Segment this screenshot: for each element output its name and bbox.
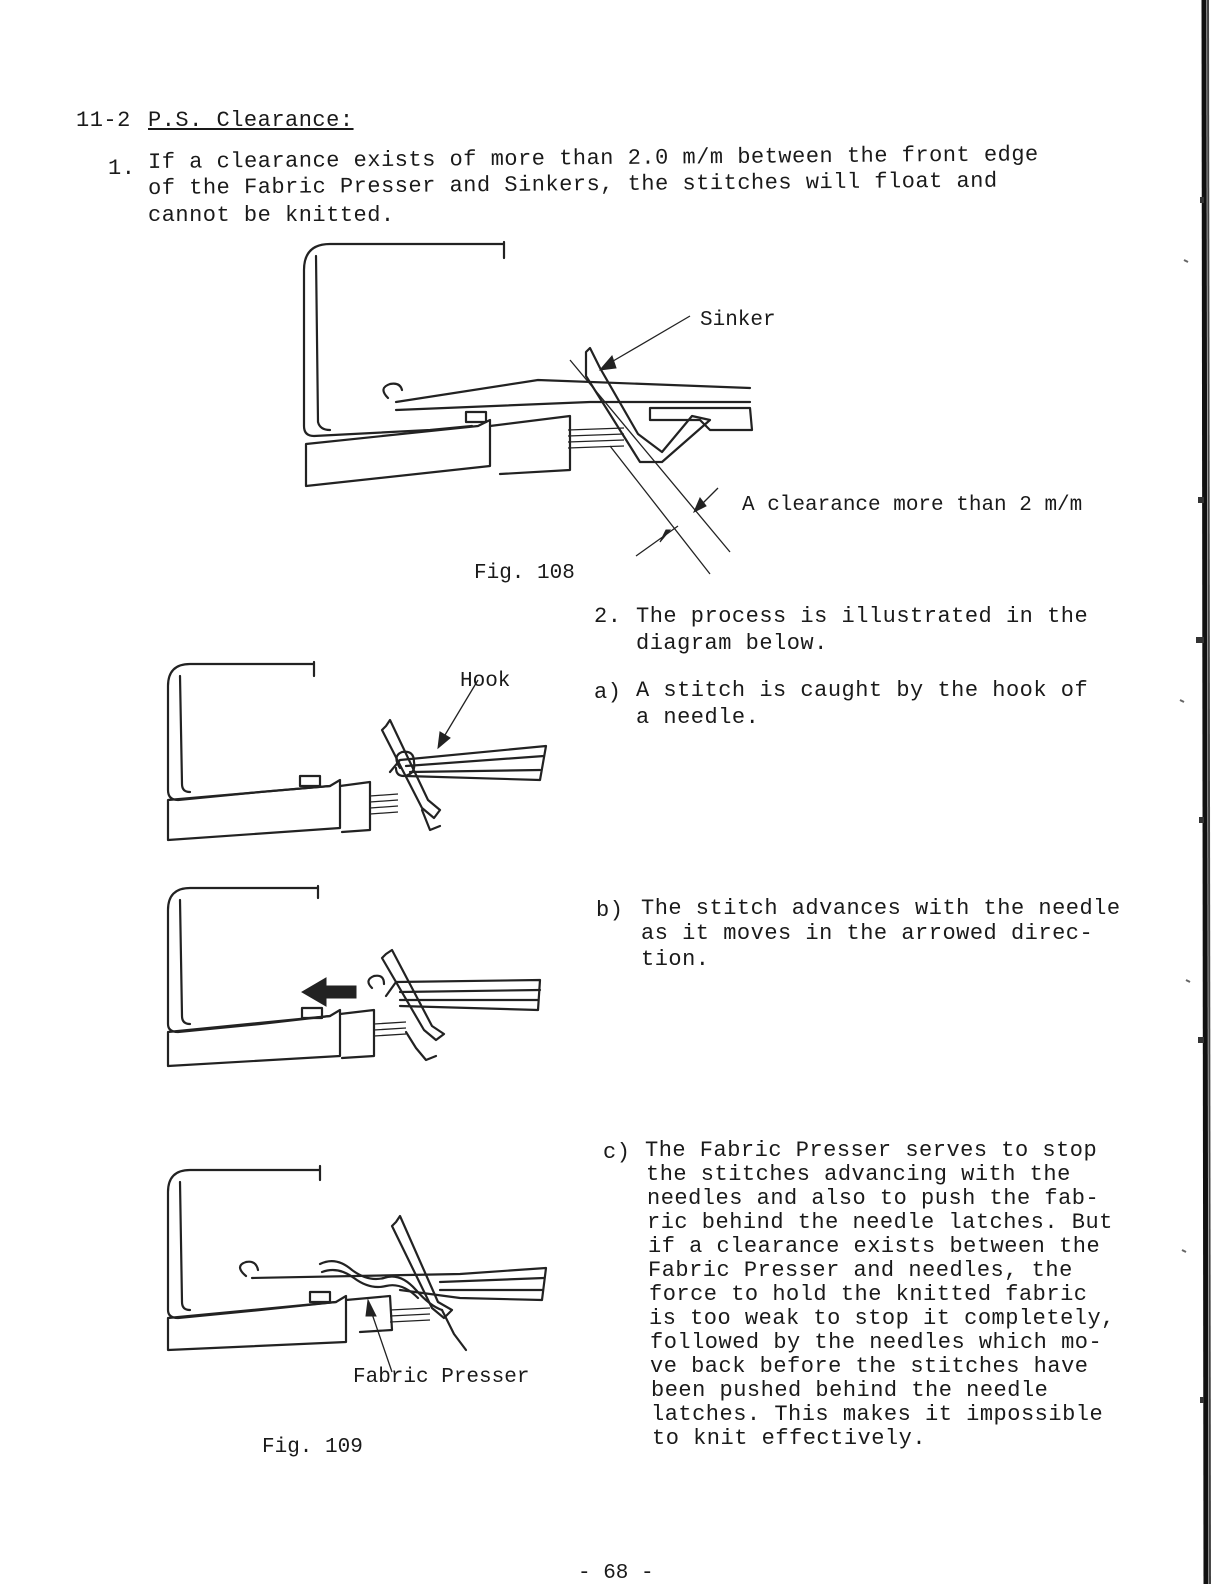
- item-c-line-9: followed by the needles which mo-: [650, 1330, 1103, 1355]
- item1-line-2: of the Fabric Presser and Sinkers, the stitches will float and: [148, 168, 998, 201]
- item-a-line-1: A stitch is caught by the hook of: [636, 678, 1089, 703]
- item-c-line-3: needles and also to push the fab-: [647, 1186, 1100, 1211]
- item-c-line-12: latches. This makes it impossible: [651, 1402, 1104, 1427]
- fig108-caption: Fig. 108: [474, 562, 575, 585]
- item-b-line-1: The stitch advances with the needle: [641, 896, 1121, 921]
- item-c-line-1: The Fabric Presser serves to stop: [645, 1138, 1098, 1163]
- item-c-line-6: Fabric Presser and needles, the: [648, 1258, 1073, 1283]
- page-number: - 68 -: [578, 1562, 654, 1585]
- fig109-caption: Fig. 109: [262, 1436, 363, 1459]
- item-c-line-11: been pushed behind the needle: [651, 1378, 1049, 1403]
- figure-108: [290, 230, 810, 580]
- item-c-line-7: force to hold the knitted fabric: [649, 1282, 1088, 1307]
- sinker-label: Sinker: [700, 309, 776, 332]
- scan-edge-border: [1144, 0, 1224, 1584]
- item-b-marker: b): [596, 898, 624, 923]
- item-b-line-3: tion.: [641, 947, 710, 972]
- fabric-presser-label: Fabric Presser: [353, 1366, 530, 1389]
- item-a-marker: a): [594, 680, 622, 705]
- item-c-line-4: ric behind the needle latches. But: [647, 1210, 1113, 1235]
- figure-109-b: [160, 880, 560, 1070]
- item-c-line-10: ve back before the stitches have: [650, 1354, 1089, 1379]
- item-c-line-5: if a clearance exists between the: [648, 1234, 1101, 1259]
- item-c-marker: c): [603, 1140, 631, 1165]
- item1-line-3: cannot be knitted.: [148, 203, 395, 228]
- section-number: 11-2: [76, 108, 131, 133]
- item-c-line-13: to knit effectively.: [652, 1426, 927, 1451]
- item-c-line-8: is too weak to stop it completely,: [649, 1306, 1115, 1331]
- item2-line-1: The process is illustrated in the: [636, 604, 1089, 629]
- hook-label: Hook: [460, 670, 511, 693]
- item-a-line-2: a needle.: [636, 705, 760, 730]
- clearance-label: A clearance more than 2 m/m: [742, 494, 1083, 517]
- item-c-line-2: the stitches advancing with the: [646, 1162, 1071, 1187]
- figure-109-c: [160, 1160, 560, 1380]
- item2-line-2: diagram below.: [636, 631, 828, 656]
- section-title: P.S. Clearance:: [148, 108, 354, 133]
- item-b-line-2: as it moves in the arrowed direc-: [641, 921, 1094, 946]
- item2-marker: 2.: [594, 604, 622, 629]
- item1-marker: 1.: [108, 156, 136, 181]
- item1-line-1: If a clearance exists of more than 2.0 m/m between the front edge: [148, 142, 1039, 175]
